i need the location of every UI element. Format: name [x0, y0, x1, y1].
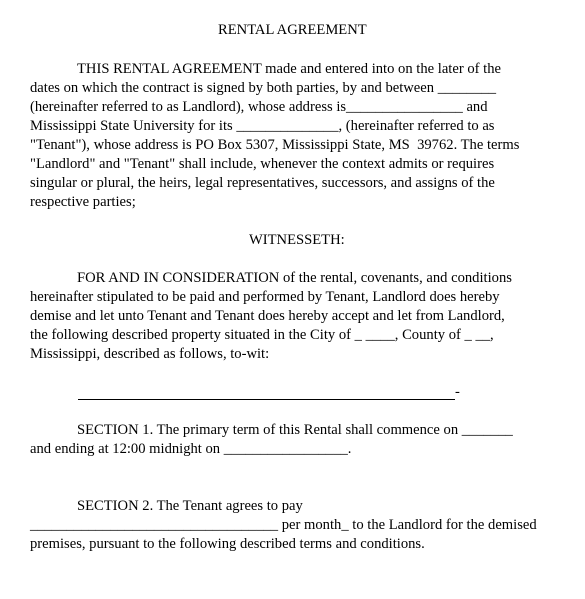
section2-line-1: SECTION 2. The Tenant agrees to pay [77, 498, 303, 514]
section1-line-2: and ending at 12:00 midnight on _________________. [30, 441, 352, 457]
consideration-line-2: hereinafter stipulated to be paid and performed by Tenant, Landlord does hereby [30, 289, 500, 305]
property-description-line [78, 399, 455, 400]
section2-line-3: premises, pursuant to the following described terms and conditions. [30, 536, 425, 552]
consideration-line-3: demise and let unto Tenant and Tenant does hereby accept and let from Landlord, [30, 308, 505, 324]
intro-line-2: dates on which the contract is signed by both parties, by and between ________ [30, 80, 497, 96]
intro-line-8: respective parties; [30, 194, 136, 210]
consideration-line-4: the following described property situated in the City of _ ____, County of _ __, [30, 327, 494, 343]
consideration-line-1: FOR AND IN CONSIDERATION of the rental, covenants, and conditions [77, 270, 512, 286]
property-description-dash: - [455, 384, 460, 400]
witnesseth-heading: WITNESSETH: [249, 232, 345, 248]
intro-line-7: singular or plural, the heirs, legal representatives, successors, and assigns of the [30, 175, 495, 191]
intro-line-1: THIS RENTAL AGREEMENT made and entered into on the later of the [77, 61, 501, 77]
document-title: RENTAL AGREEMENT [218, 22, 367, 38]
section1-line-1: SECTION 1. The primary term of this Rental shall commence on _______ [77, 422, 513, 438]
intro-line-5: "Tenant"), whose address is PO Box 5307, Mississippi State, MS 39762. The terms [30, 137, 520, 153]
section2-line-2: __________________________________ per month_ to the Landlord for the demised [30, 517, 537, 533]
consideration-line-5: Mississippi, described as follows, to-wit: [30, 346, 270, 362]
intro-line-4: Mississippi State University for its ______________, (hereinafter referred to as [30, 118, 495, 134]
intro-line-3: (hereinafter referred to as Landlord), whose address is________________ and [30, 99, 488, 115]
intro-line-6: "Landlord" and "Tenant" shall include, whenever the context admits or requires [30, 156, 495, 172]
